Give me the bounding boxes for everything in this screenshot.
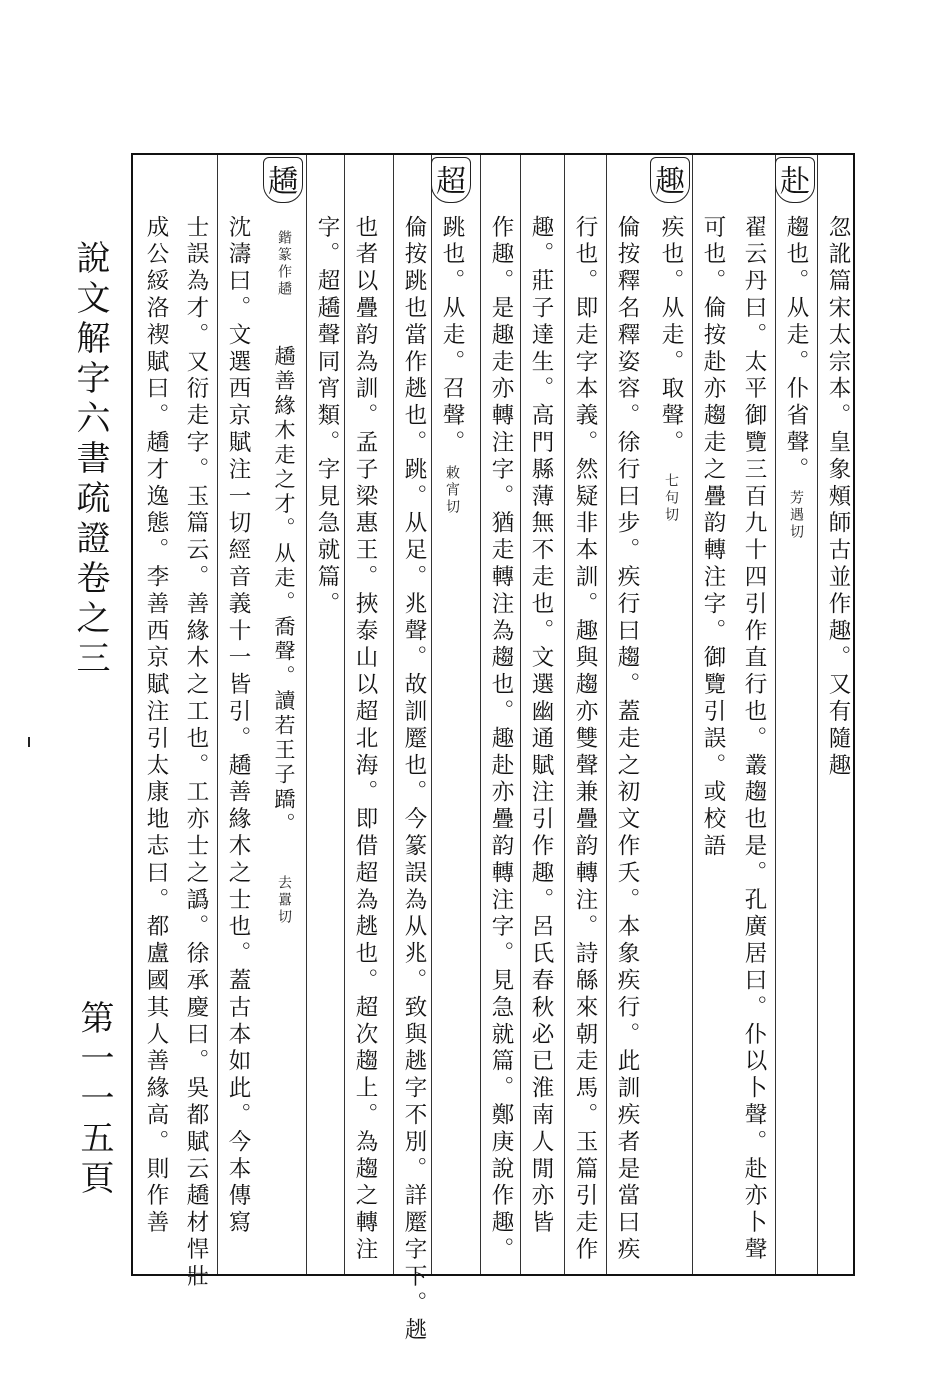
book-title: 說文解字六書疏證卷之三 — [70, 240, 110, 680]
text-column — [564, 155, 604, 1274]
column-text: 字。超趫聲同宵類。字見急就篇。 — [314, 215, 340, 619]
text-column — [480, 155, 520, 1274]
text-column — [263, 155, 303, 1274]
text-column — [692, 155, 732, 1274]
text-column — [306, 155, 346, 1274]
column-text: 趨也。从走。仆省聲。 — [783, 215, 809, 484]
column-text: 可也。倫按赴亦趨走之疊韵轉注字。御覽引誤。或校語 — [700, 215, 726, 861]
column-text: 趣。莊子達生。高門縣薄無不走也。文選幽通賦注引作趣。呂氏春秋必已淮南人閒亦皆 — [528, 215, 554, 1238]
scan-mark — [28, 737, 30, 747]
column-text: 行也。即走字本義。然疑非本訓。趣與趨亦雙聲兼疊韵轉注。詩緜來朝走馬。玉篇引走作 — [572, 215, 598, 1265]
column-text: 跳也。从走。召聲。 — [439, 215, 465, 458]
seal-character-head: 超 — [431, 157, 471, 203]
column-text: 作趣。是趣走亦轉注字。猶走轉注為趨也。趣赴亦疊韵轉注字。見急就篇。鄭庚說作趣。 — [488, 215, 514, 1265]
fanqie-note: 去囂切 — [276, 875, 292, 926]
text-column — [817, 155, 857, 1274]
text-column — [393, 155, 433, 1345]
column-text: 趫善緣木走之才。从走。喬聲。讀若王子蹻。 — [272, 345, 296, 837]
column-text: 倫按跳也當作趒也。跳。从足。兆聲。故訓蹷也。今篆誤為从兆。致與趒字不別。詳蹷字下。趒 — [401, 215, 427, 1345]
column-text: 倫按釋名釋姿容。徐行曰步。疾行曰趨。蓋走之初文作夭。本象疾行。此訓疾者是當曰疾 — [614, 215, 640, 1265]
fanqie-note: 七句切 — [663, 473, 679, 524]
text-column — [217, 155, 257, 1274]
seal-character-head: 趣 — [650, 157, 690, 203]
column-text: 士誤為才。又衍走字。玉篇云。善緣木之工也。工亦士之譌。徐承慶曰。吳都賦云趫材悍壯 — [183, 215, 209, 1291]
text-column — [135, 155, 175, 1274]
text-column — [175, 155, 215, 1291]
text-column — [733, 155, 773, 1274]
page-number: 第一一五頁 — [74, 1000, 114, 1200]
text-column — [775, 155, 815, 1274]
seal-character-head: 趫 — [263, 157, 303, 203]
column-text: 也者以疊韵為訓。孟子梁惠王。挾泰山以超北海。即借超為趒也。超次趨上。為趨之轉注 — [352, 215, 378, 1265]
seal-character-head: 赴 — [775, 157, 815, 203]
text-frame — [131, 153, 855, 1345]
fanqie-note: 敕宵切 — [444, 465, 460, 516]
text-column — [606, 155, 646, 1274]
text-column — [431, 155, 471, 1274]
text-column — [650, 155, 690, 1274]
column-text: 忽訛篇宋太宗本。皇象頰師古並作趣。又有隨趣 — [825, 215, 851, 780]
text-column — [520, 155, 560, 1274]
column-text: 疾也。从走。取聲。 — [658, 215, 684, 458]
variant-note: 鍇篆作趫 — [276, 230, 292, 298]
text-column — [344, 155, 384, 1274]
fanqie-note: 芳遇切 — [788, 490, 804, 541]
column-text: 翟云丹曰。太平御覽三百九十四引作直行也。叢趨也是。孔廣居曰。仆以卜聲。赴亦卜聲 — [741, 215, 767, 1265]
column-text: 沈濤曰。文選西京賦注一切經音義十一皆引。趫善緣木之士也。蓋古本如此。今本傳寫 — [225, 215, 251, 1238]
column-text: 成公綏洛禊賦曰。趫才逸態。李善西京賦注引太康地志曰。都盧國其人善緣高。則作善 — [143, 215, 169, 1238]
